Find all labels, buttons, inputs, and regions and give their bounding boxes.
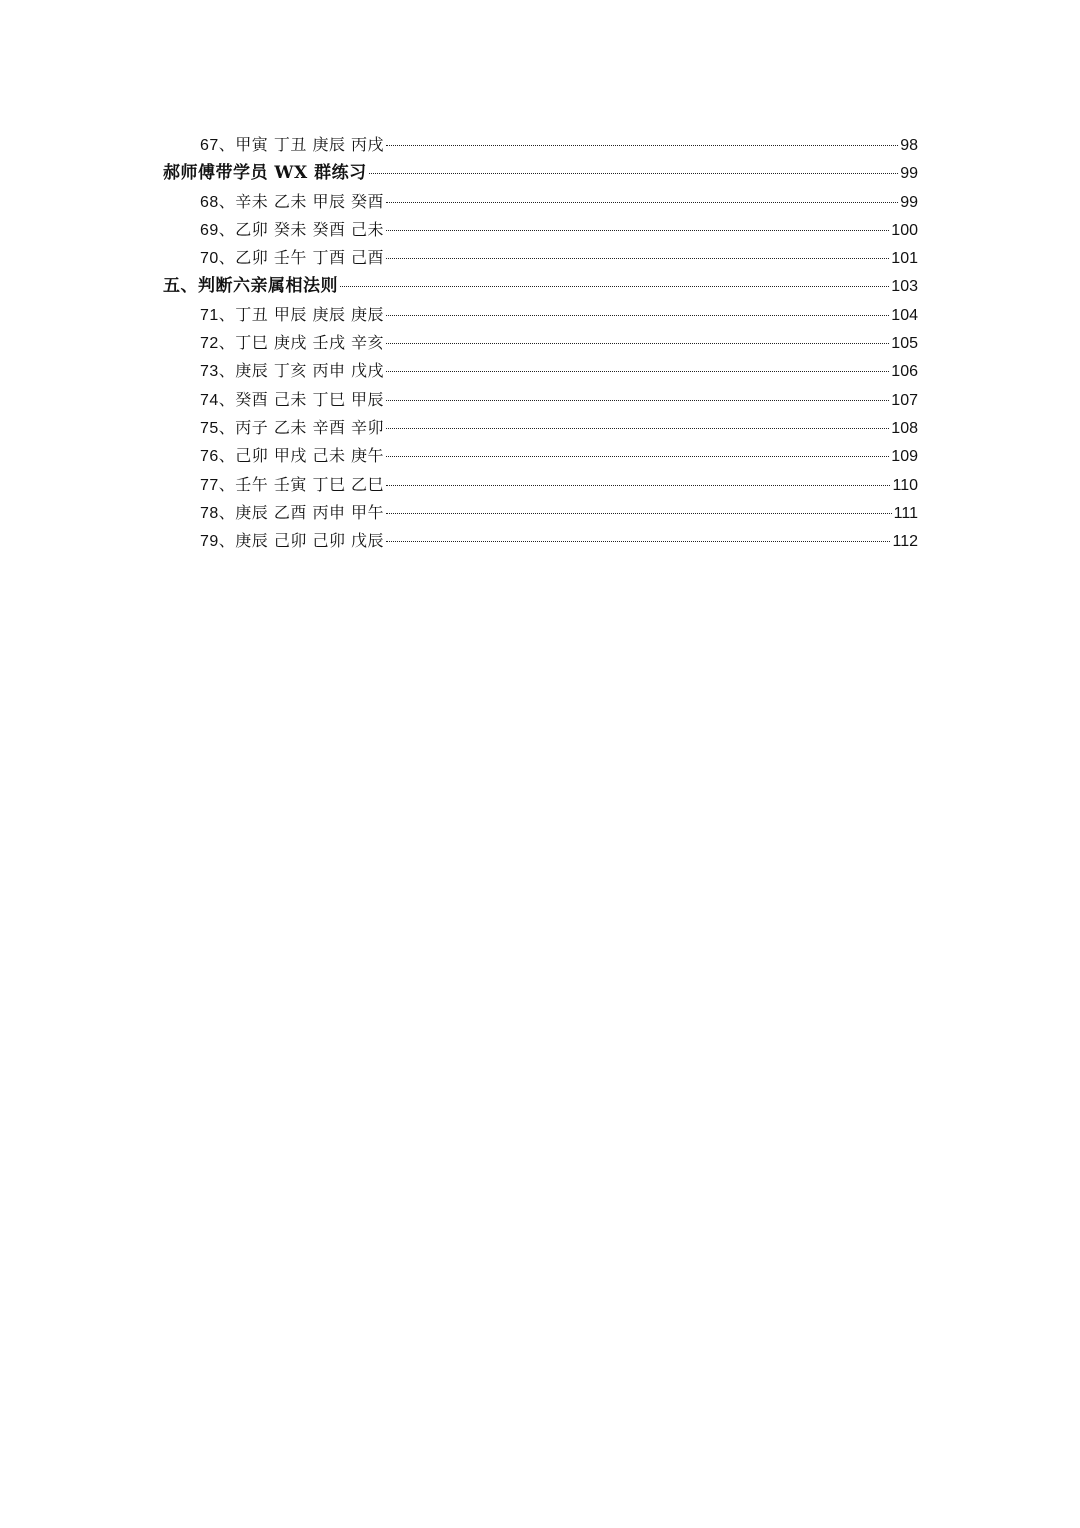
- toc-page-number: 105: [891, 335, 918, 353]
- toc-page-number: 101: [891, 250, 918, 268]
- toc-entry-label: [200, 329, 384, 358]
- toc-entry-number: 74: [200, 391, 219, 409]
- toc-entry-67[interactable]: [163, 131, 918, 159]
- toc-dot-leader: [386, 258, 889, 259]
- toc-entry-number: 73: [200, 363, 219, 381]
- toc-entry-number: 70: [200, 250, 219, 268]
- toc-page-number: 106: [891, 363, 918, 381]
- toc-dot-leader: [386, 343, 889, 344]
- toc-entry-label: [200, 131, 384, 160]
- toc-entry-69[interactable]: [163, 216, 918, 244]
- toc-entry-text: 、辛未 乙未 甲辰 癸酉: [218, 191, 385, 211]
- toc-entry-text: 、己卯 甲戌 己未 庚午: [218, 446, 385, 466]
- toc-entry-number: 68: [200, 193, 219, 211]
- toc-dot-leader: [386, 315, 889, 316]
- toc-entry-label: [200, 386, 384, 415]
- toc-entry-68[interactable]: [163, 188, 918, 216]
- toc-entry-78[interactable]: [163, 499, 918, 527]
- toc-entry-label: [200, 301, 384, 330]
- toc-page-number: 100: [891, 221, 918, 239]
- toc-entry-number: 72: [200, 335, 219, 353]
- toc-dot-leader: [386, 145, 898, 146]
- toc-entry-text: 、壬午 壬寅 丁巳 乙巳: [218, 474, 385, 494]
- toc-entry-number: 77: [200, 476, 219, 494]
- toc-page-number: 107: [891, 391, 918, 409]
- toc-section-wx-practice[interactable]: [163, 159, 918, 187]
- toc-page-number: 98: [900, 137, 918, 154]
- toc-entry-74[interactable]: [163, 386, 918, 414]
- toc-entry-text: 、庚辰 丁亥 丙申 戊戌: [218, 361, 385, 381]
- toc-entry-label: 郝师傅带学员 WX 群练习: [163, 163, 367, 184]
- table-of-contents: [163, 131, 918, 555]
- toc-entry-text: 、庚辰 己卯 己卯 戊辰: [218, 531, 385, 551]
- toc-entry-label: [200, 414, 384, 443]
- toc-dot-leader: [386, 428, 889, 429]
- toc-entry-number: 71: [200, 306, 219, 324]
- toc-entry-76[interactable]: [163, 442, 918, 470]
- toc-entry-text: 、丁巳 庚戌 壬戌 辛亥: [218, 333, 385, 353]
- toc-entry-text: 、丁丑 甲辰 庚辰 庚辰: [218, 304, 385, 324]
- toc-entry-number: 69: [200, 221, 219, 239]
- toc-dot-leader: [386, 371, 889, 372]
- toc-dot-leader: [386, 485, 890, 486]
- toc-entry-label: [200, 357, 384, 386]
- toc-entry-72[interactable]: [163, 329, 918, 357]
- toc-entry-label: [200, 527, 384, 556]
- toc-entry-text: 、甲寅 丁丑 庚辰 丙戌: [218, 135, 385, 154]
- toc-dot-leader: [386, 541, 890, 542]
- toc-entry-label: [200, 499, 384, 528]
- toc-entry-label: [200, 442, 384, 471]
- toc-entry-number: 75: [200, 419, 219, 437]
- toc-dot-leader: [340, 286, 889, 287]
- toc-page-number: 99: [900, 165, 918, 183]
- toc-dot-leader: [386, 456, 889, 457]
- toc-entry-71[interactable]: [163, 301, 918, 329]
- toc-page-number: 99: [900, 193, 918, 211]
- toc-entry-text: 、癸酉 己未 丁巳 甲辰: [218, 389, 385, 409]
- toc-entry-text: 、丙子 乙未 辛酉 辛卯: [218, 417, 385, 437]
- toc-dot-leader: [386, 230, 889, 231]
- toc-entry-73[interactable]: [163, 357, 918, 385]
- toc-page-number: 108: [891, 419, 918, 437]
- toc-entry-text: 、乙卯 癸未 癸酉 己未: [218, 219, 385, 239]
- toc-entry-label: [200, 244, 384, 273]
- toc-entry-text: 、乙卯 壬午 丁酉 己酉: [218, 248, 385, 268]
- toc-section-five[interactable]: [163, 272, 918, 300]
- toc-entry-text: 、庚辰 乙酉 丙申 甲午: [218, 502, 385, 522]
- toc-page-number: 104: [891, 306, 918, 324]
- toc-entry-label: [200, 216, 384, 245]
- toc-page-number: 111: [893, 504, 918, 522]
- toc-entry-number: 67: [200, 137, 219, 154]
- toc-entry-77[interactable]: [163, 471, 918, 499]
- toc-entry-number: 79: [200, 533, 219, 551]
- toc-dot-leader: [369, 173, 899, 174]
- toc-entry-label: [200, 188, 384, 217]
- toc-entry-label: 五、判断六亲属相法则: [163, 276, 338, 297]
- toc-entry-79[interactable]: [163, 527, 918, 555]
- toc-dot-leader: [386, 400, 889, 401]
- toc-entry-75[interactable]: [163, 414, 918, 442]
- toc-page-number: 103: [891, 278, 918, 296]
- toc-entry-number: 78: [200, 504, 219, 522]
- toc-page-number: 110: [892, 476, 918, 494]
- toc-entry-70[interactable]: [163, 244, 918, 272]
- toc-page-number: 109: [891, 448, 918, 466]
- toc-dot-leader: [386, 513, 892, 514]
- toc-dot-leader: [386, 202, 898, 203]
- toc-page-number: 112: [892, 533, 918, 551]
- toc-entry-label: [200, 471, 384, 500]
- toc-entry-number: 76: [200, 448, 219, 466]
